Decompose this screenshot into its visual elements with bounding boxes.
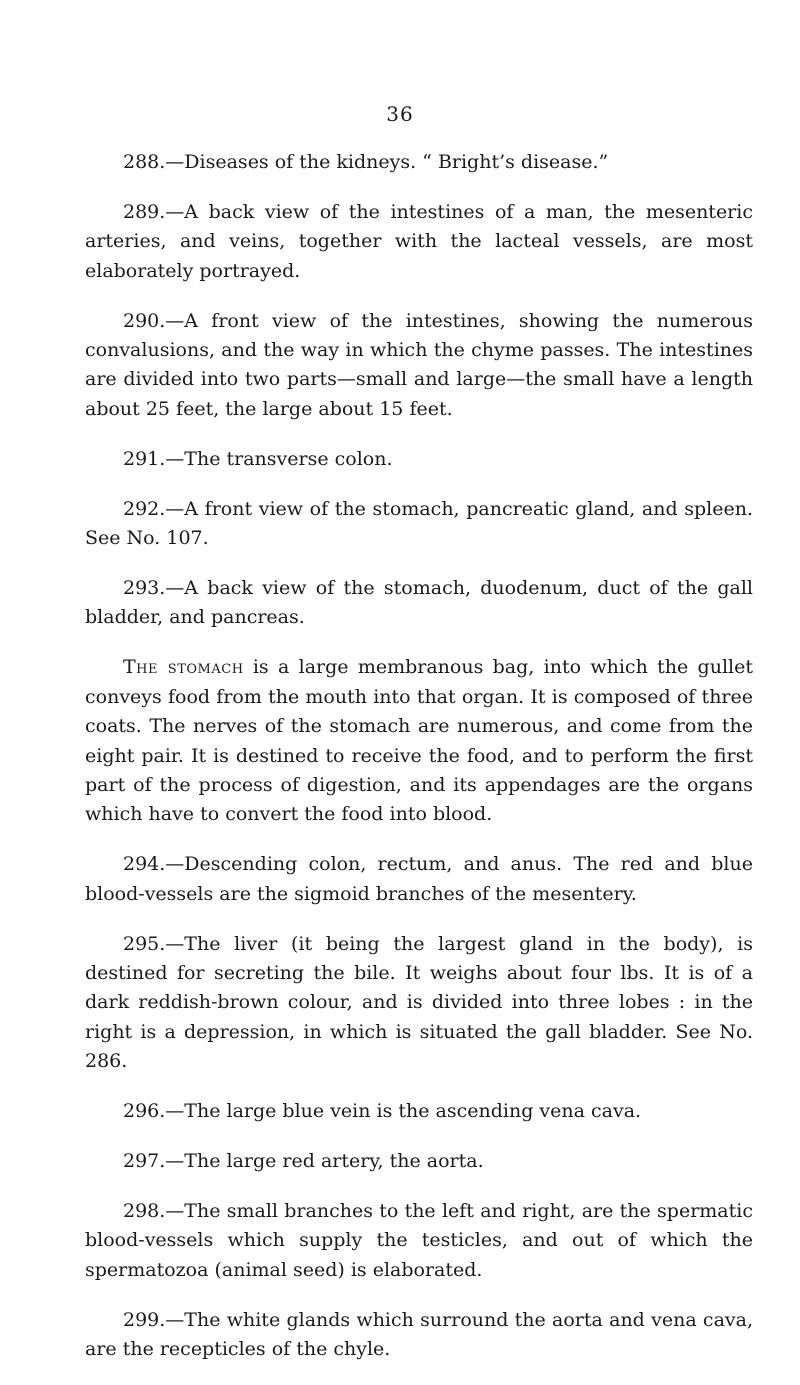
paragraph-297: 297.—The large red artery, the aorta. <box>123 1149 484 1172</box>
body-text <box>85 148 753 1385</box>
paragraph-292: 292.—A front view of the stomach, pancreatic gland, and spleen. See No. 107. <box>85 497 753 550</box>
paragraph-290: 290.—A front view of the intestines, showing the numerous convalusions, and the way in which the chyme passes. The intestines are divided into two parts—small and large—the small have a length about 25 feet, the large about 15 feet. <box>85 309 753 420</box>
paragraph-289: 289.—A back view of the intestines of a man, the mesenteric arteries, and veins, together with the lacteal vessels, are most elaborately portrayed. <box>85 200 753 282</box>
paragraph-294: 294.—Descending colon, rectum, and anus. The red and blue blood-vessels are the sigmoid branches of the mesentery. <box>85 853 753 905</box>
stomach-text: is a large membranous bag, into which the gullet conveys food from the mouth into that organ. It is composed of three coats. The nerves of the stomach are numerous, and come from the eight pair. It is destined to receive the food, and to perform the first part of the process of digestion, and its appendages are the organs which have to convert the food into blood. <box>85 656 753 826</box>
paragraph-288: 288.—Diseases of the kidneys. “ Bright’s disease.” <box>123 151 609 173</box>
paragraph-299: 299.—The white glands which surround the aorta and vena cava, are the recepticles of the chyle. <box>85 1308 753 1360</box>
paragraph-296: 296.—The large blue vein is the ascending vena cava. <box>123 1100 642 1123</box>
paragraph-298: 298.—The small branches to the left and right, are the spermatic blood-vessels which supply the testicles, and out of which the spermatozoa (animal seed) is elaborated. <box>85 1199 753 1281</box>
paragraph-295: 295.—The liver (it being the largest gland in the body), is destined for secreting the bile. It weighs about four lbs. It is of a dark reddish-brown colour, and is divided into three lobes : in the right is a depression, in which is situated the gall bladder. See No. 286. <box>85 932 753 1073</box>
paragraph-stomach <box>85 653 753 829</box>
paragraph-293: 293.—A back view of the stomach, duodenum, duct of the gall bladder, and pancreas. <box>85 576 753 629</box>
paragraph-291: 291.—The transverse colon. <box>123 447 393 470</box>
stomach-lead: The stomach <box>123 656 244 679</box>
page-number: 36 <box>386 102 414 126</box>
